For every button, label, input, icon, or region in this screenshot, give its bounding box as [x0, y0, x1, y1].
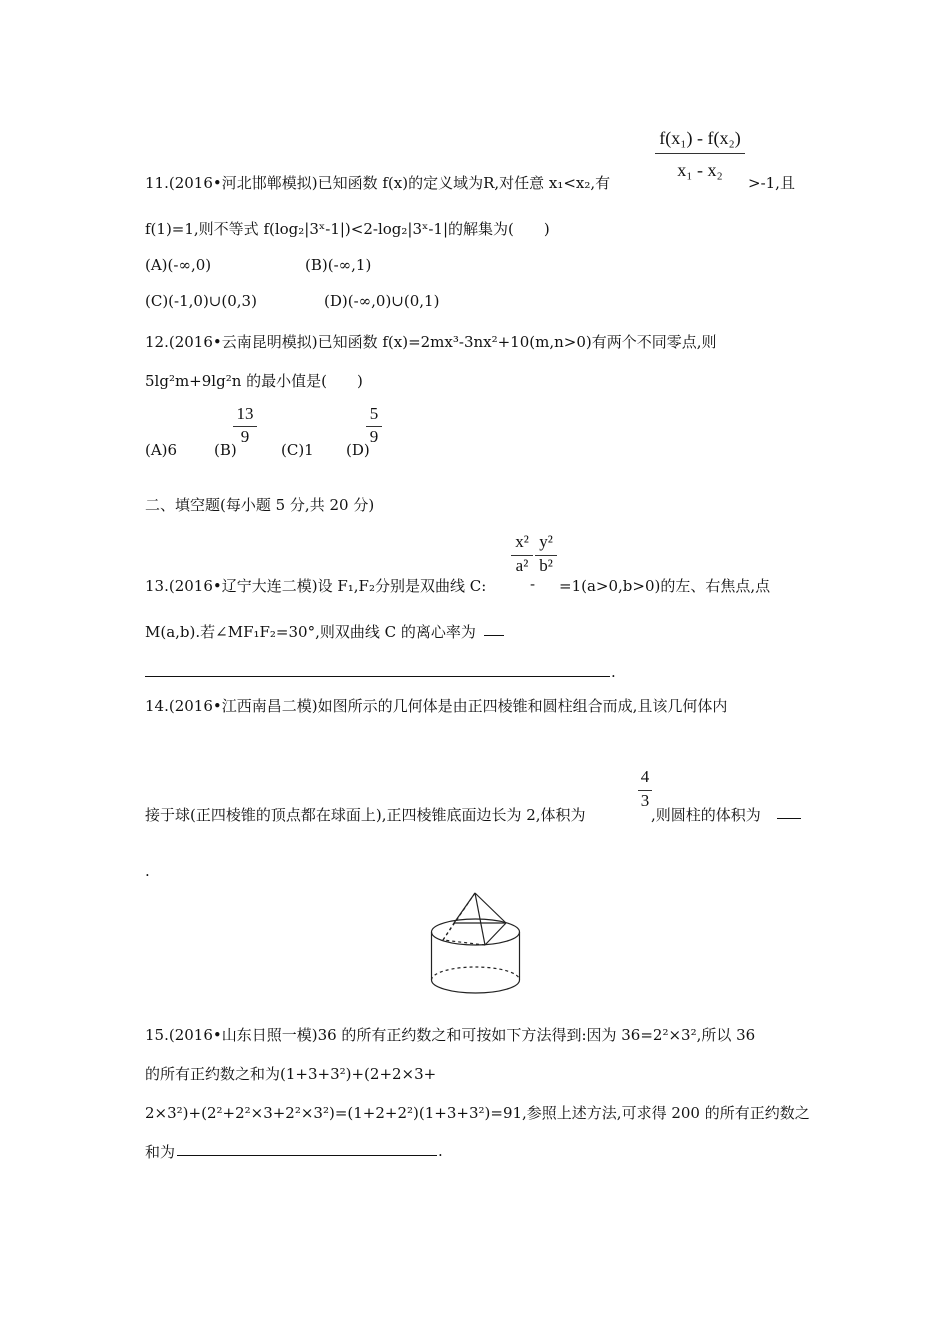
q12-option-b-fraction: [233, 404, 257, 447]
geometry-figure: [428, 890, 528, 1000]
q13-answer-blank-short: [484, 623, 504, 636]
cylinder-bottom-front: [432, 980, 520, 993]
q15-line4-prefix: 和为: [145, 1143, 176, 1161]
q12-option-d-fraction: [366, 404, 382, 447]
q11-line1-suffix: >-1,且: [748, 174, 795, 192]
q12-line2: 5lg²m+9lg²n 的最小值是( ): [145, 372, 363, 390]
q13-minus: -: [530, 575, 536, 593]
q11-option-c: (C)(-1,0)∪(0,3): [145, 292, 257, 310]
section-heading: 二、填空题(每小题 5 分,共 20 分): [145, 496, 375, 514]
q14-end: .: [145, 862, 150, 880]
q12-option-b-numerator: 13: [236, 404, 254, 423]
q14-line2-prefix: 接于球(正四棱锥的顶点都在球面上),正四棱锥底面边长为 2,体积为: [145, 806, 586, 824]
cylinder-bottom-back: [432, 967, 520, 980]
q15-line3: 2×3²)+(2²+2²×3+2²×3²)=(1+2+2²)(1+3+3²)=91,参照上述方法,可求得 200 的所有正约数之: [145, 1104, 810, 1122]
q14-answer-blank: [777, 806, 801, 819]
q12-option-d-denominator: 9: [369, 427, 379, 446]
q13-answer-blank: [145, 664, 610, 677]
q13-y-denominator: b²: [539, 556, 553, 575]
q15-line1: 15.(2016•山东日照一模)36 的所有正约数之和可按如下方法得到:因为 36=2²×3²,所以 36: [145, 1026, 756, 1044]
q11-option-d: (D)(-∞,0)∪(0,1): [324, 292, 440, 310]
q13-y-fraction: [535, 532, 557, 576]
q11-fraction-numerator: f(x₁) - f(x₂): [659, 128, 741, 148]
q13-line2: M(a,b).若∠MF₁F₂=30°,则双曲线 C 的离心率为: [145, 623, 476, 641]
q15-answer-blank: [177, 1143, 437, 1156]
q13-end: .: [611, 663, 616, 681]
q12-line1: 12.(2016•云南昆明模拟)已知函数 f(x)=2mx³-3nx²+10(m,n>0)有两个不同零点,则: [145, 333, 717, 351]
q14-line1: 14.(2016•江西南昌二模)如图所示的几何体是由正四棱锥和圆柱组合而成,且该几何体内: [145, 697, 728, 715]
q11-option-b: (B)(-∞,1): [305, 256, 372, 274]
q12-option-d-numerator: 5: [369, 404, 379, 423]
q15-line2: 的所有正约数之和为(1+3+3²)+(2+2×3+: [145, 1065, 437, 1083]
q15-end: .: [438, 1142, 443, 1160]
q13-x-fraction: [511, 532, 533, 576]
q11-fraction-denominator: x₁ - x₂: [677, 160, 723, 180]
q12-option-c: (C)1: [281, 441, 314, 459]
q12-option-a: (A)6: [145, 441, 178, 459]
q14-fraction: [638, 767, 652, 811]
q13-line1-suffix: =1(a>0,b>0)的左、右焦点,点: [559, 577, 771, 595]
q11-option-a: (A)(-∞,0): [145, 256, 212, 274]
q14-fraction-denominator: 3: [640, 791, 650, 810]
q13-y-numerator: y²: [539, 532, 553, 551]
q12-option-b-denominator: 9: [240, 427, 250, 446]
q14-line2-suffix: ,则圆柱的体积为: [651, 806, 761, 824]
q11-line1-prefix: 11.(2016•河北邯郸模拟)已知函数 f(x)的定义域为R,对任意 x₁<x₂,有: [145, 174, 611, 192]
q14-fraction-numerator: 4: [640, 767, 650, 786]
q13-x-denominator: a²: [515, 556, 529, 575]
q13-x-numerator: x²: [515, 532, 529, 551]
q11-fraction: [655, 128, 745, 181]
q13-line1-prefix: 13.(2016•辽宁大连二模)设 F₁,F₂分别是双曲线 C:: [145, 577, 487, 595]
q11-line2: f(1)=1,则不等式 f(log₂|3ˣ-1|)<2-log₂|3ˣ-1|的解集为( ): [145, 220, 550, 238]
q12-option-b: (B): [214, 441, 237, 459]
pyramid-base-4: [443, 923, 454, 940]
q12-option-d: (D): [346, 441, 370, 459]
